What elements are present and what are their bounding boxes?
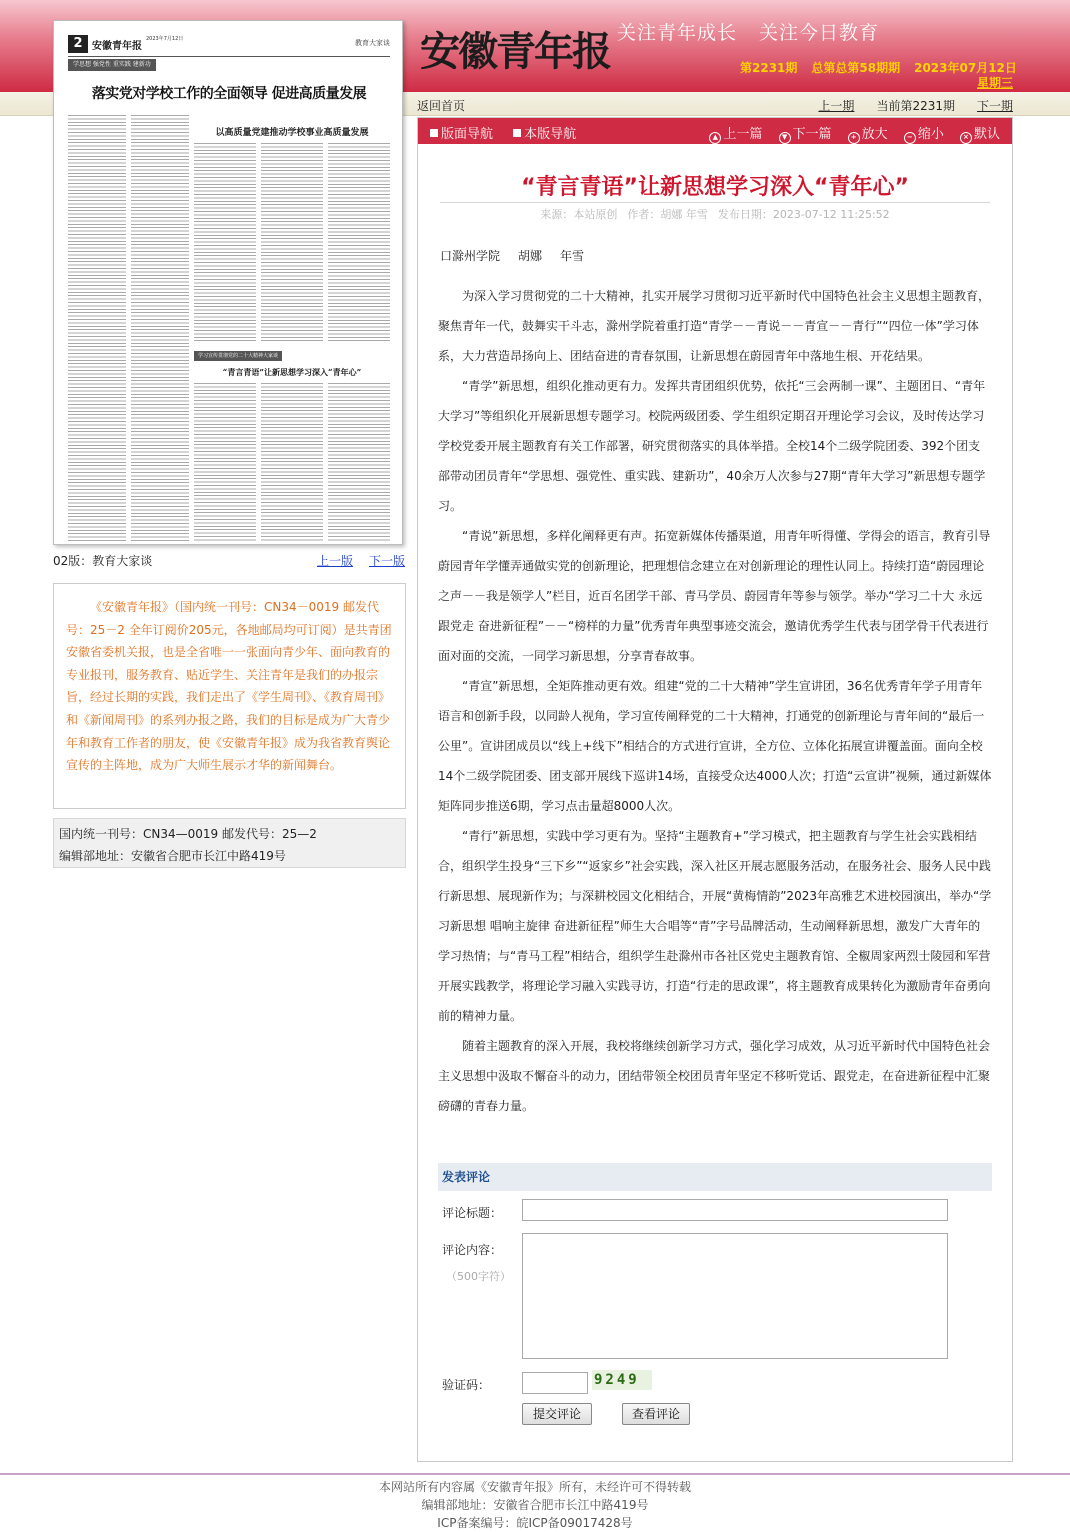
issue-weekday: 星期三: [977, 76, 1014, 90]
article-paragraph: “青说”新思想，多样化阐释更有声。拓宽新媒体传播渠道，用青年听得懂、学得会的语言，教育引导蔚园青年学懂弄通做实党的创新理论，把理想信念建立在对创新理论的理性认同上。持续打造“蔚园理论之声－－我是领学人”栏目，近百名团学干部、青马学员、蔚园青年等参与领学。举办“学习二十大 永远跟党走 奋进新征程”－－“榜样的力量”优秀青年典型事迹交流会，邀请优秀学生代表与团学骨干代表进行面对面的交流，一同学习新思想，分享青春故事。: [438, 529, 991, 663]
paper-tag: 学思想 强党性 重实践 建新功: [68, 59, 156, 71]
paper-text-column: [68, 115, 126, 543]
view-comments-button[interactable]: 查看评论: [622, 1403, 690, 1425]
article-title: “青言青语”让新思想学习深入“青年心”: [521, 175, 909, 200]
arrow-up-icon: ▲: [709, 132, 721, 144]
slogan-part: 关注青年成长: [617, 22, 738, 44]
article-paragraph: “青宣”新思想，全矩阵推动更有效。组建“党的二十大精神”学生宣讲团，36名优秀青年学子用青年语言和创新手段，以同龄人视角，学习宣传阐释党的二十大精神，打通党的创新理论与青年间的“最后一公里”。宣讲团成员以“线上+线下”相结合的方式进行宣讲，全方位、立体化拓展宣讲覆盖面。面向全校14个二级学院团委、团支部开展线下巡讲14场，直接受众达4000人次；打造“云宣讲”视频，通过新媒体矩阵同步推送6期，学习点击量超8000人次。: [438, 679, 992, 813]
paper-masthead: [68, 35, 390, 57]
page-navigation: [301, 552, 405, 569]
issue-date: 2023年07月12日: [914, 61, 1017, 75]
zoom-in-button[interactable]: [848, 127, 888, 142]
editorial-address: 编辑部地址：安徽省合肥市长江中路419号: [59, 849, 286, 863]
article-byline: [440, 247, 584, 264]
paper-text-column: [261, 383, 323, 543]
zoom-out-label: 缩小: [917, 127, 944, 142]
issue-number: 第2231期: [740, 61, 798, 75]
paper-tag: 学习宣传贯彻党的二十大精神大家谈: [194, 351, 282, 361]
square-icon: [513, 129, 521, 137]
comment-content-label: 评论内容：: [442, 1243, 503, 1257]
comment-title-input[interactable]: [522, 1199, 948, 1221]
submit-comment-button[interactable]: 提交评论: [522, 1403, 592, 1425]
issue-info: [740, 59, 1017, 76]
paper-text-column: [328, 143, 390, 343]
close-icon: ×: [960, 132, 972, 144]
site-logo[interactable]: 安徽青年报: [420, 28, 610, 75]
page-nav-button[interactable]: [513, 127, 576, 142]
title-divider: [440, 202, 990, 203]
slogan: [617, 18, 879, 45]
article-author: 作者：胡娜 年雪: [627, 208, 708, 221]
plus-icon: +: [848, 132, 860, 144]
article-paragraph: 随着主题教育的深入开展，我校将继续创新学习方式，强化学习成效，从习近平新时代中国特色社会主义思想中汲取不懈奋斗的动力，团结带领全校团员青年坚定不移听党话、跟党走，在奋进新征程中汇聚磅礴的青春力量。: [438, 1039, 991, 1113]
default-size-label: 默认: [973, 127, 1000, 142]
article-toolbar: [418, 118, 1012, 144]
byline-author: 胡娜: [518, 249, 543, 263]
captcha-input[interactable]: [522, 1372, 588, 1394]
paper-headline[interactable]: 落实党对学校工作的全面领导 促进高质量发展: [91, 86, 367, 102]
prev-article-button[interactable]: [709, 127, 762, 142]
page-name: 02版：教育大家谈: [53, 554, 153, 568]
page-caption: [53, 552, 405, 570]
default-size-button[interactable]: [960, 127, 1000, 142]
captcha-image[interactable]: 9249: [592, 1370, 652, 1390]
slogan-part: 关注今日教育: [759, 22, 880, 44]
next-issue-link[interactable]: 下一期: [976, 99, 1013, 113]
footer-address: 编辑部地址：安徽省合肥市长江中路419号: [421, 1498, 649, 1512]
newspaper-intro: 《安徽青年报》（国内统一刊号：CN34－0019 邮发代号：25－2 全年订阅价205元，各地邮局均可订阅）是共青团安徽省委机关报，也是全省唯一一张面向青少年、面向教育的专业报刊，服务教育、贴近学生、关注青年是我们的办报宗旨，经过长期的实践，我们走出了《学生周刊》、《教育周刊》和《新闻周刊》的系列办报之路，我们的目标是成为广大青少年和教育工作者的朋友，使《安徽青年报》成为我省教育舆论宣传的主阵地，成为广大师生展示才华的新闻舞台。: [53, 583, 406, 809]
article-meta: [440, 206, 990, 222]
article-body: [438, 281, 992, 1121]
minus-icon: −: [904, 132, 916, 144]
zoom-out-button[interactable]: [904, 127, 944, 142]
article-date: 发布日期：2023-07-12 11:25:52: [717, 208, 890, 221]
byline-school: 口滁州学院: [440, 249, 501, 263]
publication-info: [53, 818, 406, 868]
paper-text-column: [328, 383, 390, 543]
square-icon: [430, 129, 438, 137]
next-page-link[interactable]: 下一版: [368, 554, 405, 568]
comment-title-label: 评论标题：: [442, 1206, 503, 1220]
prev-issue-link[interactable]: 上一期: [818, 99, 855, 113]
zoom-in-label: 放大: [861, 127, 888, 142]
paper-subheadline: 以高质量党建推动学校事业高质量发展: [215, 128, 369, 138]
captcha-label: 验证码：: [442, 1378, 491, 1392]
prev-article-label: 上一篇: [723, 127, 763, 142]
layout-nav-label: 版面导航: [441, 127, 494, 142]
paper-text-column: [131, 115, 189, 543]
comment-content-hint: （500字符）: [446, 1270, 511, 1283]
paper-article-headline[interactable]: “青言青语”让新思想学习深入“青年心”: [222, 367, 362, 377]
issn-info: 国内统一刊号：CN34—0019 邮发代号：25—2: [59, 827, 317, 841]
current-issue-label: 当前第2231期: [876, 99, 955, 113]
site-footer: [0, 1478, 1070, 1532]
footer-icp[interactable]: ICP备案编号：皖ICP备09017428号: [437, 1516, 633, 1530]
footer-copyright: 本网站所有内容属《安徽青年报》所有，未经许可不得转载: [378, 1480, 691, 1494]
page-nav-label: 本版导航: [524, 127, 577, 142]
paper-text-column: [194, 143, 256, 343]
next-article-label: 下一篇: [792, 127, 832, 142]
home-link[interactable]: 返回首页: [417, 99, 466, 113]
paper-masthead-name: 安徽青年报: [92, 41, 142, 52]
article-paragraph: 为深入学习贯彻党的二十大精神，扎实开展学习贯彻习近平新时代中国特色社会主义思想主题教育，聚焦青年一代，鼓舞实干斗志，滁州学院着重打造“青学－－青说－－青宣－－青行”“四位一体”学习体系，大力营造昂扬向上、团结奋进的青春氛围，让新思想在蔚园青年中落地生根、开花结果。: [438, 289, 991, 363]
newspaper-page-image[interactable]: [53, 20, 403, 545]
article-source: 来源：本站原创: [540, 208, 618, 221]
prev-page-link[interactable]: 上一版: [316, 554, 353, 568]
article-panel: [417, 117, 1013, 1462]
paper-page-number: 2: [68, 35, 88, 53]
article-paragraph: “青行”新思想，实践中学习更有为。坚持“主题教育+”学习模式，把主题教育与学生社会实践相结合，组织学生投身“三下乡”“返家乡”社会实践，深入社区开展志愿服务活动，在服务社会、服务人民中践行新思想、展现新作为；与深耕校园文化相结合，开展“黄梅情韵”2023年高雅艺术进校园演出，举办“学习新思想 唱响主旋律 奋进新征程”师生大合唱等“青”字号品牌活动，生动阐释新思想，激发广大青年的学习热情；与“青马工程”相结合，组织学生赴滁州市各社区党史主题教育馆、全椒周家两烈士陵园和军营开展实践教学，将理论学习融入实践寻访，打造“行走的思政课”，将主题教育成果转化为激励青年奋勇向前的精神力量。: [438, 829, 992, 1023]
paper-section-name: 教育大家谈: [355, 39, 390, 47]
comment-header: 发表评论: [438, 1163, 992, 1191]
arrow-down-icon: ▼: [779, 132, 791, 144]
paper-masthead-date: 2023年7月12日: [146, 36, 184, 42]
total-issue-number: 总第总第58期期: [811, 61, 901, 75]
issue-navigation: [796, 97, 1013, 114]
footer-divider: [0, 1473, 1070, 1475]
layout-nav-button[interactable]: [430, 127, 493, 142]
article-paragraph: “青学”新思想，组织化推动更有力。发挥共青团组织优势，依托“三会两制一课”、主题团日、“青年大学习”等组织化开展新思想专题学习。校院两级团委、学生组织定期召开理论学习会议，及时传达学习学校党委开展主题教育有关工作部署，研究贯彻落实的具体举措。全校14个二级学院团委、392个团支部带动团员青年“学思想、强党性、重实践、建新功”，40余万人次参与27期“青年大学习”新思想专题学习。: [438, 379, 986, 513]
paper-text-column: [261, 143, 323, 343]
paper-text-column: [194, 383, 256, 543]
comment-content-textarea[interactable]: [522, 1233, 948, 1359]
byline-author: 年雪: [560, 249, 585, 263]
next-article-button[interactable]: [779, 127, 832, 142]
